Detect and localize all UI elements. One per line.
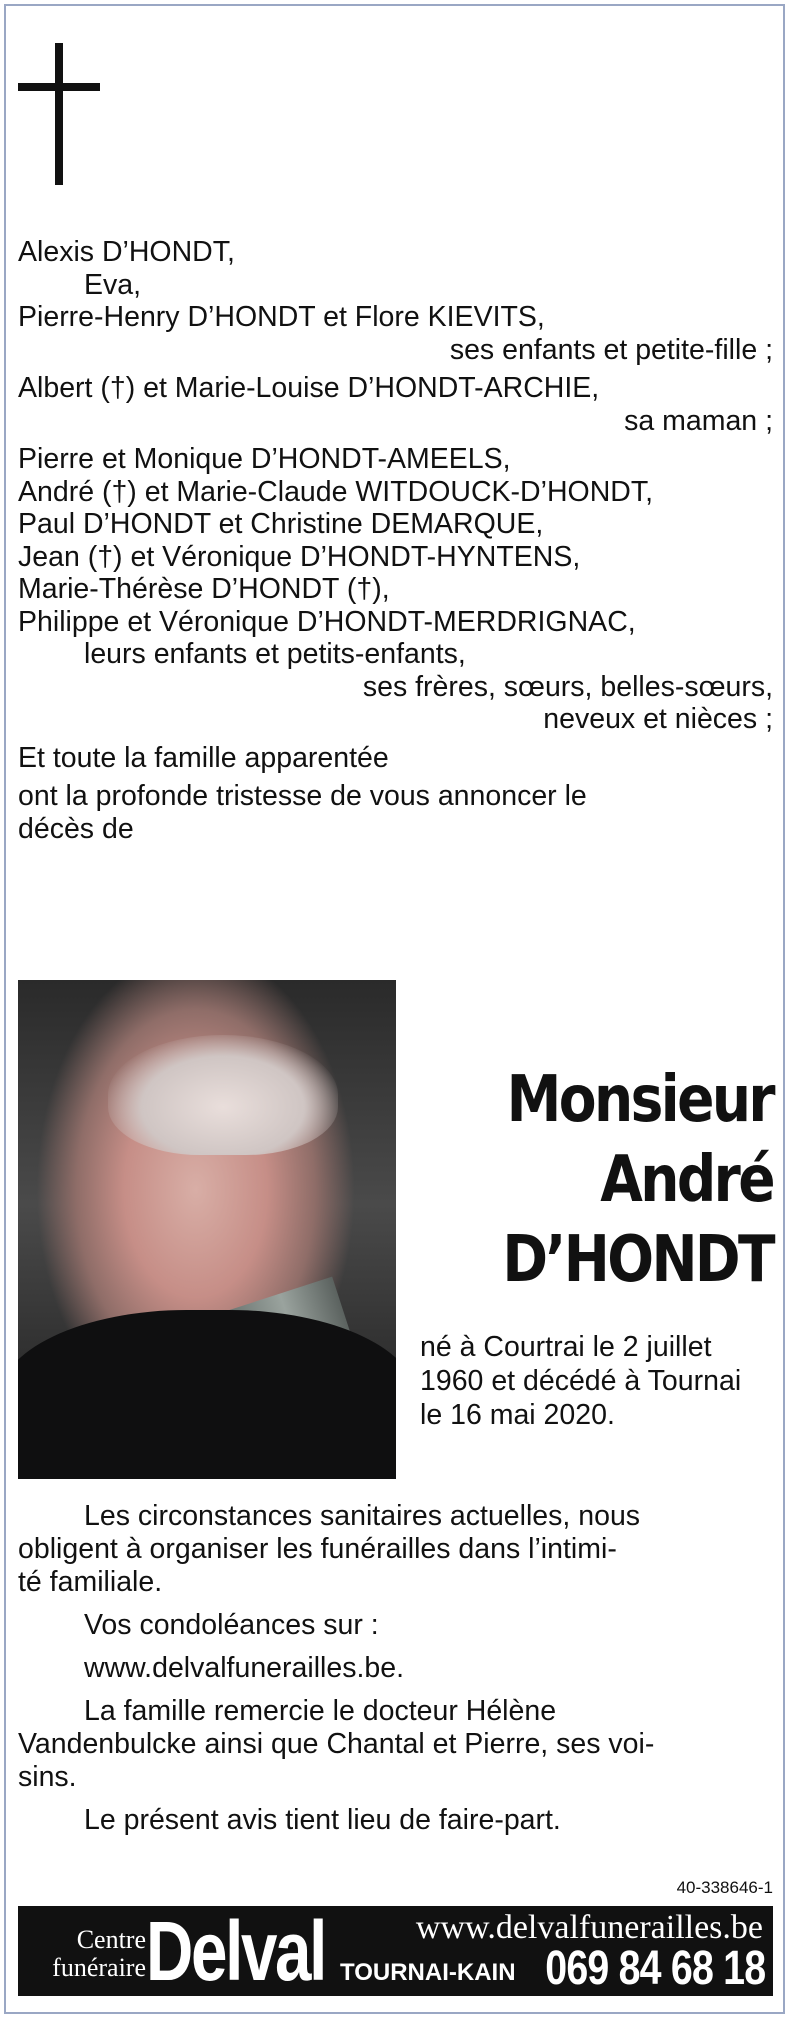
banner-website-link[interactable]: www.delvalfunerailles.be [415,1909,763,1946]
paragraph-thanks: La famille remercie le docteur Hélène Vandenbulcke ainsi que Chantal et Pierre, ses voi- sins. [18,1695,655,1793]
birth-death-info [420,1330,773,1432]
family-line: ses enfants et petite-fille ; [449,333,773,366]
family-line: Jean (†) et Véronique D’HONDT-HYNTENS, [18,540,581,573]
family-line: neveux et nièces ; [543,703,773,735]
funeral-home-banner [18,1906,773,1996]
portrait-photo [18,980,396,1479]
paragraph-circumstances: Les circonstances sanitaires actuelles, nous obligent à organiser les funérailles dans l’intimi- té familiale. [18,1500,641,1598]
banner-city: TOURNAI-KAIN [340,1959,516,1986]
family-line: décès de [18,812,134,845]
family-line: Alexis D’HONDT, [18,236,235,268]
reference-number: 40-338646-1 [676,1878,773,1897]
notice-body [18,1500,773,1847]
condolences-link[interactable]: www.delvalfunerailles.be. [84,1652,404,1684]
bio-line: né à Courtrai le 2 juillet [420,1331,712,1363]
family-line: Eva, [84,268,142,301]
name-first: André [600,1143,773,1217]
family-line: Pierre et Monique D’HONDT-AMEELS, [18,443,511,475]
name-last: D’HONDT [502,1223,773,1297]
paragraph-notice: Le présent avis tient lieu de faire-part. [84,1804,561,1836]
family-line: sa maman ; [624,404,773,437]
family-line: ont la profonde tristesse de vous annoncer le [18,780,587,812]
family-line: ses frères, sœurs, belles-sœurs, [362,670,773,703]
family-line: Albert (†) et Marie-Louise D’HONDT-ARCHIE, [18,372,600,404]
family-list [18,236,773,845]
deceased-name [461,1060,773,1300]
family-line: Philippe et Véronique D’HONDT-MERDRIGNAC, [18,605,636,638]
family-line: André (†) et Marie-Claude WITDOUCK-D’HONDT, [18,475,654,508]
family-line: Marie-Thérèse D’HONDT (†), [18,573,390,605]
bio-line: le 16 mai 2020. [420,1399,615,1431]
family-line: Et toute la famille apparentée [18,741,389,774]
bio-line: 1960 et décédé à Tournai [420,1365,742,1397]
paragraph-condolences: Vos condoléances sur : [84,1609,379,1641]
centre-funeraire-label: Centre funéraire [52,1925,146,1982]
cross-icon [18,43,100,185]
banner-phone[interactable]: 069 84 68 18 [545,1942,765,1995]
family-line: Pierre-Henry D’HONDT et Flore KIEVITS, [18,301,545,333]
family-line: leurs enfants et petits-enfants, [84,638,466,670]
name-title: Monsieur [506,1063,773,1137]
brand-logo: Delval [146,1906,326,1996]
family-line: Paul D’HONDT et Christine DEMARQUE, [18,508,544,540]
